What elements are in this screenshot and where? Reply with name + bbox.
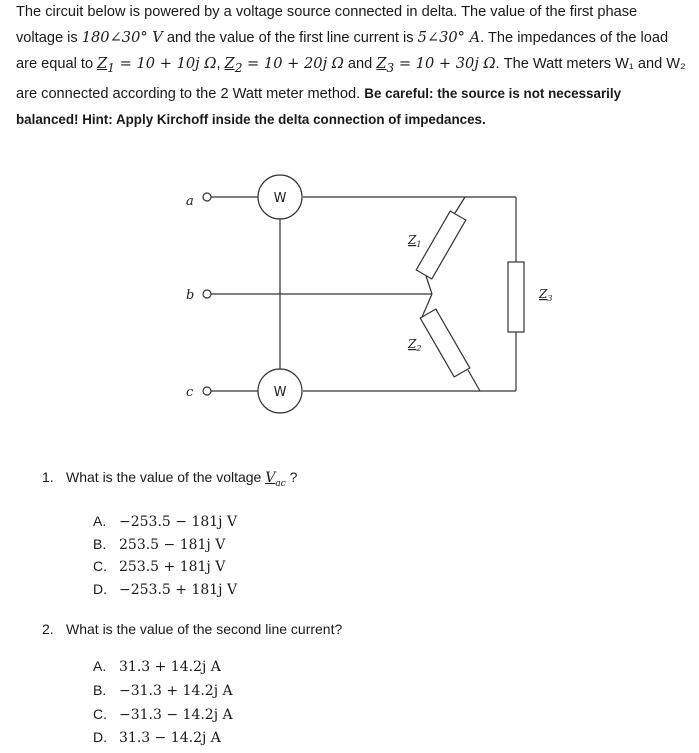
question-1-number: 1.: [42, 469, 54, 485]
z2-subscript: 2: [234, 60, 243, 75]
z3-label-sub: 3: [547, 294, 553, 303]
q1-option-a-letter: A.: [93, 513, 107, 529]
q1-option-a-value: −253.5 − 181j V: [119, 514, 238, 530]
terminal-a: [203, 193, 211, 201]
q2-option-c[interactable]: [93, 706, 233, 723]
q1-option-c-value: 253.5 + 181j V: [119, 559, 226, 575]
q2-option-d[interactable]: [93, 729, 221, 746]
intro-separator-2: and: [343, 56, 377, 72]
wire-z1-top: [455, 197, 465, 213]
question-2-number: 2.: [42, 621, 54, 637]
impedance-z2-element: [420, 309, 470, 377]
q2-option-b-letter: B.: [93, 682, 107, 698]
q2-option-a-value: 31.3 + 14.2j A: [119, 659, 221, 675]
q2-option-d-letter: D.: [93, 729, 107, 745]
impedance-z1-element: [416, 211, 466, 279]
q1-option-d-value: −253.5 + 181j V: [119, 582, 238, 598]
warning-hint: Be careful: the source is not necessarily balanced! Hint: Apply Kirchoff inside the delta connection of impedances.: [16, 85, 622, 127]
voltage-subscript: ac: [275, 478, 286, 489]
wattmeter-2-label: W: [273, 385, 287, 400]
q1-option-c[interactable]: [93, 558, 225, 575]
q2-option-a[interactable]: [93, 658, 221, 675]
intro-text-1: The circuit below is powered by a voltage source connected in delta. The value of the first phase voltage is: [16, 4, 638, 46]
z3-symbol: Z: [376, 55, 387, 72]
z2-label: [407, 337, 421, 353]
q2-option-d-value: 31.3 − 14.2j A: [119, 730, 221, 746]
question-2: [42, 621, 342, 637]
question-1-end: ?: [285, 469, 298, 485]
line-current: 5∠30° A: [417, 29, 481, 46]
q1-option-c-letter: C.: [93, 558, 107, 574]
z1-subscript: 1: [107, 60, 116, 75]
terminal-b-label: b: [186, 288, 195, 303]
z3-subscript: 3: [386, 60, 395, 75]
q2-option-c-value: −31.3 − 14.2j A: [119, 707, 233, 723]
wattmeter-1-label: W: [273, 191, 287, 206]
z1-symbol: Z: [97, 55, 108, 72]
question-2-text: What is the value of the second line current?: [66, 621, 343, 637]
z1-label-sub: 1: [416, 240, 422, 249]
q1-option-d[interactable]: [93, 581, 237, 598]
q2-option-a-letter: A.: [93, 658, 107, 674]
intro-separator-1: ,: [216, 56, 225, 72]
z1-label: [407, 233, 421, 249]
q2-option-b-value: −31.3 + 14.2j A: [119, 683, 233, 699]
terminal-b: [203, 290, 211, 298]
q1-option-a[interactable]: [93, 513, 237, 530]
question-1: [42, 469, 297, 489]
phase-voltage: 180∠30° V: [81, 29, 163, 46]
z3-value: = 10 + 30j Ω: [394, 55, 496, 72]
intro-text-4: . The Watt meters W₁ and W₂ are connected according to the 2 Watt meter method.: [16, 56, 686, 102]
z2-symbol: Z: [224, 55, 235, 72]
q2-option-c-letter: C.: [93, 706, 107, 722]
question-1-text: What is the value of the voltage: [66, 469, 266, 485]
z3-label: [538, 287, 552, 303]
z1-label-symbol: Z: [408, 233, 417, 247]
terminal-c-label: c: [186, 385, 194, 400]
voltage-symbol: V: [265, 470, 276, 486]
impedance-z3-element: [508, 262, 524, 332]
z3-label-symbol: Z: [539, 287, 548, 301]
terminal-a-label: a: [186, 194, 194, 209]
z2-label-sub: 2: [416, 344, 422, 353]
wire-z2-bottom: [468, 370, 480, 391]
q1-option-b-value: 253.5 − 181j V: [119, 537, 226, 553]
q1-option-b[interactable]: [93, 536, 225, 553]
intro-text-3: . The impedances of the load are equal to: [16, 30, 669, 72]
z2-value: = 10 + 20j Ω: [242, 55, 344, 72]
z1-value: = 10 + 10j Ω: [115, 55, 217, 72]
z2-label-symbol: Z: [408, 337, 417, 351]
intro-text-2: and the value of the first line current is: [162, 30, 418, 46]
terminal-c: [203, 387, 211, 395]
q1-option-b-letter: B.: [93, 536, 107, 552]
q2-option-b[interactable]: [93, 682, 233, 699]
q1-option-d-letter: D.: [93, 581, 107, 597]
